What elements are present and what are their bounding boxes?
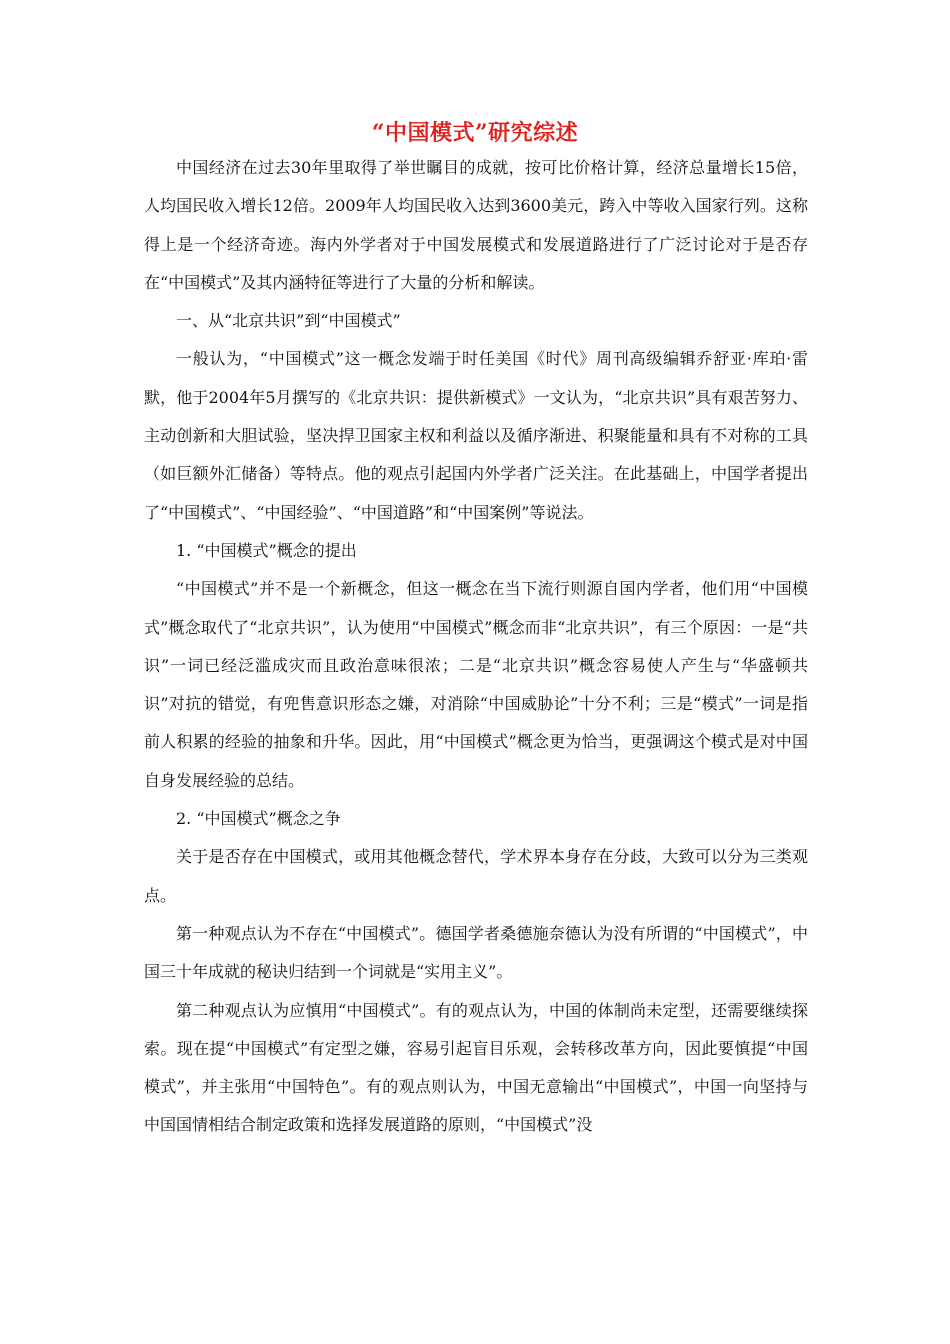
paragraph-view-two: 第二种观点认为应慎用“中国模式”。有的观点认为，中国的体制尚未定型，还需要继续探索。现在提“中国模式”有定型之嫌，容易引起盲目乐观，会转移改革方向，因此要慎提“中国模式”，并主张用“中国特色”。有的观点则认为，中国无意输出“中国模式”，中国一向坚持与中国国情相结合制定政策和选择发展道路的原则，“中国模式”没	[144, 1000, 808, 1135]
paragraph-view-one: 第一种观点认为不存在“中国模式”。德国学者桑德施奈德认为没有所谓的“中国模式”，中国三十年成就的秘诀归结到一个词就是“实用主义”。	[144, 923, 808, 982]
subsection-heading-2: 2. “中国模式”概念之争	[176, 809, 341, 829]
paragraph-controversy: 关于是否存在中国模式，或用其他概念替代，学术界本身存在分歧，大致可以分为三类观点。	[144, 847, 808, 905]
document-body	[144, 149, 808, 1145]
document-title: “中国模式”研究综述	[371, 120, 579, 146]
paragraph-beijing-consensus: 一般认为，“中国模式”这一概念发端于时任美国《时代》周刊高级编辑乔舒亚·库珀·雷默，他于2004年5月撰写的《北京共识：提供新模式》一文认为，“北京共识”具有艰苦努力、主动创新和大胆试验，坚决捍卫国家主权和利益以及循序渐进、积聚能量和具有不对称的工具（如巨额外汇储备）等特点。他的观点引起国内外学者广泛关注。在此基础上，中国学者提出了“中国模式”、“中国经验”、“中国道路”和“中国案例”等说法。	[144, 349, 808, 522]
paragraph-concept-origin: “中国模式”并不是一个新概念，但这一概念在当下流行则源自国内学者，他们用“中国模式”概念取代了“北京共识”，认为使用“中国模式”概念而非“北京共识”，有三个原因：一是“共识”一词已经泛滥成灾而且政治意味很浓；二是“北京共识”概念容易使人产生与“华盛顿共识”对抗的错觉，有兜售意识形态之嫌，对消除“中国威胁论”十分不利；三是“模式”一词是指前人积累的经验的抽象和升华。因此，用“中国模式”概念更为恰当，更强调这个模式是对中国自身发展经验的总结。	[144, 579, 808, 790]
paragraph-intro: 中国经济在过去30年里取得了举世瞩目的成就，按可比价格计算，经济总量增长15倍，人均国民收入增长12倍。2009年人均国民收入达到3600美元，跨入中等收入国家行列。这称得上是一个经济奇迹。海内外学者对于中国发展模式和发展道路进行了广泛讨论对于是否存在“中国模式”及其内涵特征等进行了大量的分析和解读。	[144, 158, 808, 292]
subsection-heading-1: 1. “中国模式”概念的提出	[176, 540, 357, 560]
section-heading-1: 一、从“北京共识”到“中国模式”	[176, 311, 401, 331]
